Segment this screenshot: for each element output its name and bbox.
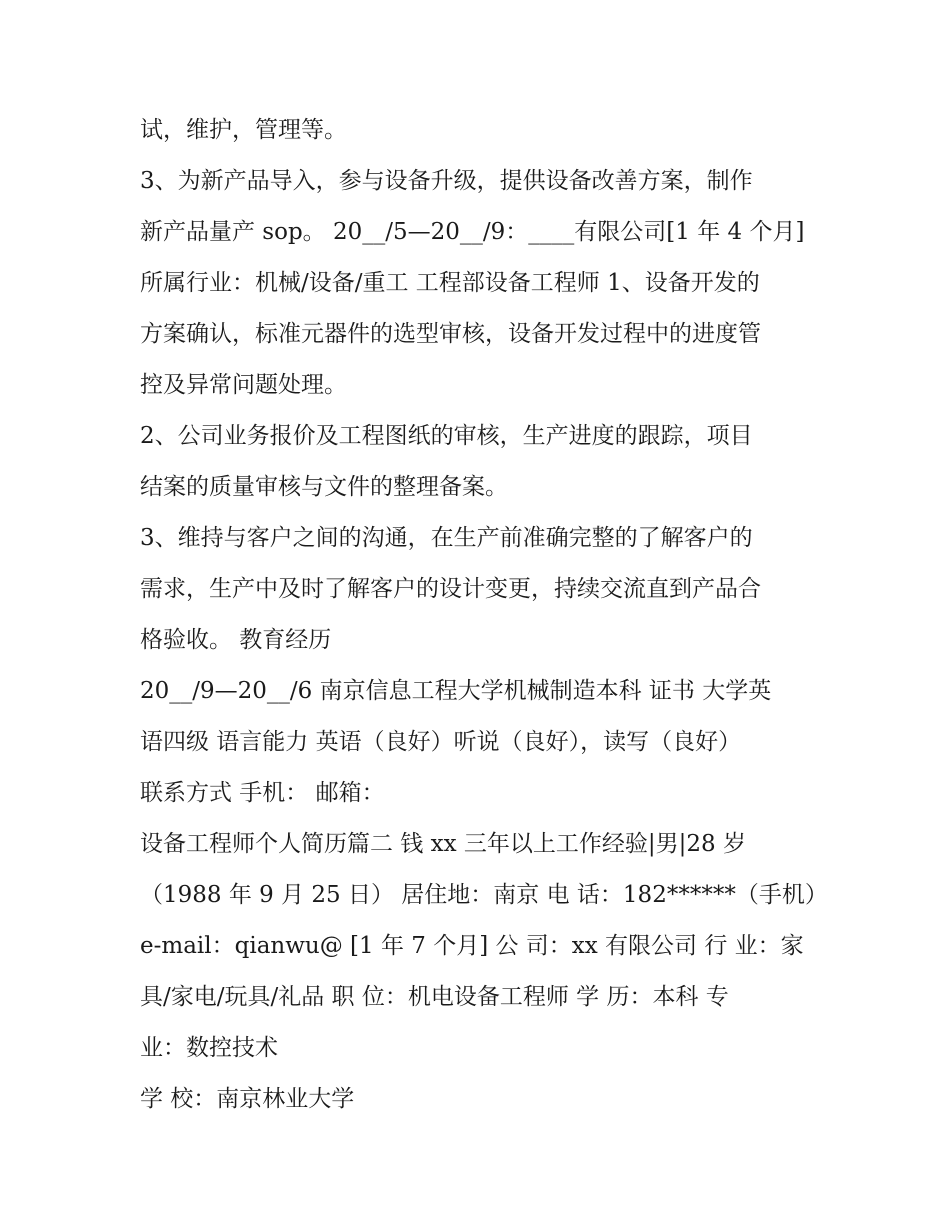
text-line: 控及异常问题处理。 [140, 372, 347, 398]
text-line: 3、维持与客户之间的沟通，在生产前准确完整的了解客户的 [140, 525, 753, 551]
text-line: 设备工程师个人简历篇二 钱 xx 三年以上工作经验|男|28 岁 [140, 831, 746, 857]
text-line: 2、公司业务报价及工程图纸的审核，生产进度的跟踪，项目 [140, 423, 753, 449]
text-line: 联系方式 手机： 邮箱： [140, 780, 385, 806]
text-line: 结案的质量审核与文件的整理备案。 [140, 474, 508, 500]
text-line: e-mail：qianwu@ [1 年 7 个月] 公 司：xx 有限公司 行 业：家 [140, 933, 804, 959]
text-line: 新产品量产 sop。 20__/5—20__/9：____有限公司[1 年 4 个月] [140, 219, 805, 245]
text-line: 所属行业：机械/设备/重工 工程部设备工程师 1、设备开发的 [140, 270, 760, 296]
text-line: 方案确认，标准元器件的选型审核，设备开发过程中的进度管 [140, 321, 761, 347]
text-line: 格验收。 教育经历 [140, 627, 332, 653]
text-line: 20__/9—20__/6 南京信息工程大学机械制造本科 证书 大学英 [140, 678, 772, 704]
text-line: 3、为新产品导入，参与设备升级，提供设备改善方案，制作 [140, 168, 753, 194]
text-line: 业：数控技术 [140, 1035, 278, 1061]
text-line: 试，维护，管理等。 [140, 117, 347, 143]
text-line: 学 校：南京林业大学 [140, 1086, 355, 1112]
text-line: 语四级 语言能力 英语（良好）听说（良好），读写（良好） [140, 729, 742, 755]
text-line: （1988 年 9 月 25 日） 居住地：南京 电 话：182******（手机） [140, 882, 828, 908]
text-line: 需求，生产中及时了解客户的设计变更，持续交流直到产品合 [140, 576, 761, 602]
text-line: 具/家电/玩具/礼品 职 位：机电设备工程师 学 历：本科 专 [140, 984, 729, 1010]
